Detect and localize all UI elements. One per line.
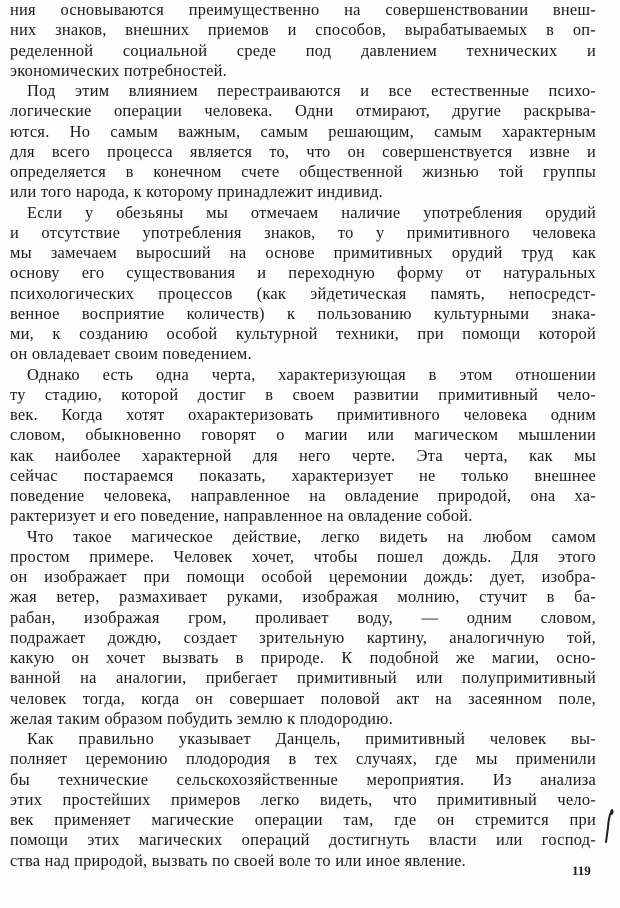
text-line: рабан, изображая гром, проливает воду, — одним словом, — [10, 607, 596, 627]
text-line: Однако есть одна черта, характеризующая в этом отношении — [27, 364, 596, 384]
text-line: он изображает при помощи особой церемонии дождь: дует, изобра- — [10, 567, 596, 586]
text-line: венное восприятие количеств) к пользованию культурными знака- — [10, 303, 596, 323]
text-line: бы технические сельскохозяйственные мероприятия. Из анализа — [10, 769, 596, 789]
text-line: как наиболее характерной для него черте. Эта черта, как мы — [10, 445, 596, 465]
text-line: ванной на аналогии, прибегает примитивный или полупримитивный — [10, 668, 596, 688]
text-line: ются. Но самым важным, самым решающим, самым характерным — [10, 121, 596, 141]
text-line: этих простейших примеров легко видеть, что примитивный чело- — [10, 789, 596, 809]
text-line: ства над природой, вызвать по своей воле то или иное явление. — [10, 850, 467, 870]
page-number: 119 — [572, 863, 591, 878]
text-line: Как правильно указывает Данцель, примитивный человек вы- — [27, 729, 596, 748]
text-line: поведение человека, направленное на овладение природой, она ха- — [10, 486, 596, 505]
text-line: ния основываются преимущественно на совершенствовании внеш- — [10, 0, 596, 19]
body-text — [10, 0, 596, 871]
text-line: сейчас постараемся показать, характеризует не только внешнее — [10, 465, 596, 485]
text-line: простом примере. Человек хочет, чтобы пошел дождь. Для этого — [10, 546, 596, 566]
text-line: ту стадию, которой достиг в своем развитии примитивный чело- — [10, 384, 596, 404]
text-line: век. Когда хотят охарактеризовать примитивного человека одним — [10, 405, 596, 424]
pencil-mark-icon — [604, 808, 614, 844]
text-line: психологических процессов (как эйдетическая память, непосредст- — [10, 283, 596, 303]
text-line: желая таким образом побудить землю к плодородию. — [10, 708, 394, 728]
text-line: определяется в конечном счете общественной жизнью той группы — [10, 162, 596, 181]
text-line: Если у обезьяны мы отмечаем наличие употребления орудий — [27, 202, 596, 222]
text-line: Под этим влиянием перестраиваются и все естественные психо- — [27, 81, 596, 100]
text-line: он овладевает своим поведением. — [10, 344, 252, 364]
text-line: полняет церемонию плодородия в тех случаях, где мы применили — [10, 749, 596, 769]
text-line: них знаков, внешних приемов и способов, вырабатываемых в оп- — [10, 20, 596, 40]
text-line: Что такое магическое действие, легко видеть на любом самом — [27, 526, 596, 546]
text-line: мы замечаем выросший на основе примитивных орудий труд как — [10, 243, 596, 262]
text-line: основу его существования и переходную форму от натуральных — [10, 263, 596, 283]
text-line: экономических потребностей. — [10, 60, 228, 80]
text-line: век применяет магические операции там, где он стремится при — [10, 810, 596, 829]
text-line: и отсутствие употребления знаков, то у примитивного человека — [10, 222, 596, 242]
text-line: рактеризует и его поведение, направленное на овладение собой. — [10, 506, 473, 526]
text-line: человек тогда, когда он совершает половой акт на засеянном поле, — [10, 688, 596, 708]
text-line: жая ветер, размахивает руками, изображая молнию, стучит в ба- — [10, 587, 596, 607]
text-line: или того народа, к которому принадлежит индивид. — [10, 182, 383, 202]
text-line: логические операции человека. Одни отмирают, другие раскрыва- — [10, 101, 596, 121]
text-line: какую он хочет вызвать в природе. К подобной же магии, осно- — [10, 648, 596, 667]
text-line: ределенной социальной среде под давлением технических и — [10, 40, 596, 60]
text-line: подражает дождю, создает зрительную картину, аналогичную той, — [10, 627, 596, 647]
text-line: помощи этих магических операций достигнуть власти или господ- — [10, 830, 596, 850]
text-line: для всего процесса является то, что он совершенствуется извне и — [10, 141, 596, 161]
text-line: словом, обыкновенно говорят о магии или магическом мышлении — [10, 425, 596, 445]
text-line: ми, к созданию особой культурной техники, при помощи которой — [10, 324, 596, 343]
